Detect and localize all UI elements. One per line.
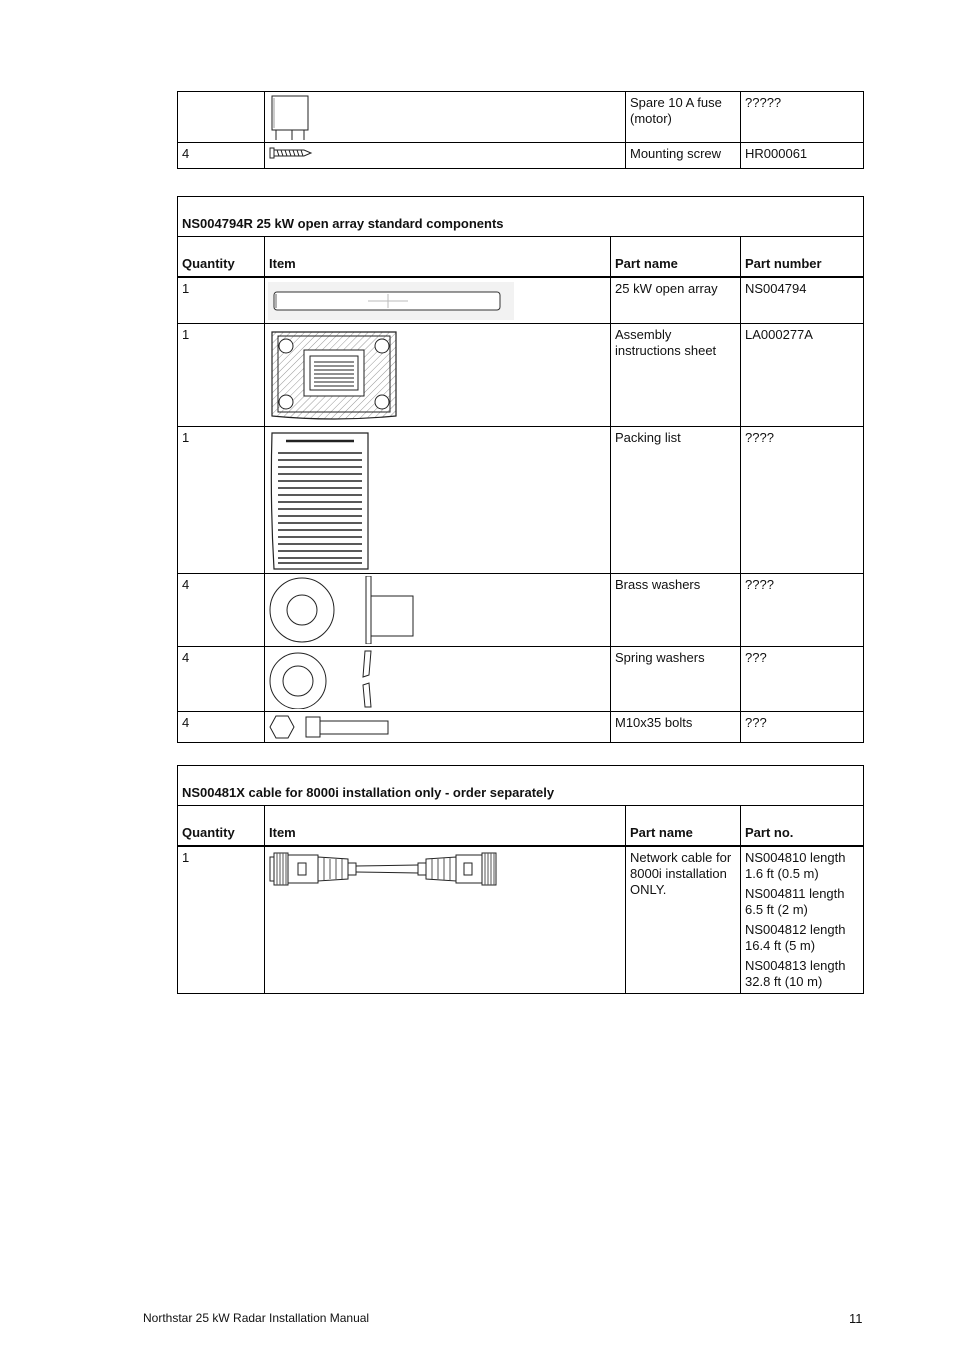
part-name-cell: Spring washers (611, 647, 741, 712)
table-row (178, 846, 864, 994)
part-number-cell: ??? (741, 712, 864, 743)
table-row (178, 92, 864, 143)
item-cell (265, 647, 611, 712)
standard-components-table (177, 196, 864, 743)
footer-page-number: 11 (849, 1311, 863, 1326)
part-number-cell (741, 846, 864, 994)
qty-cell: 4 (178, 574, 265, 647)
item-cell (265, 574, 611, 647)
part-number-line: NS004813 length 32.8 ft (10 m) (745, 957, 846, 989)
part-name-cell: Assembly instructions sheet (611, 324, 741, 427)
bolt-icon (268, 714, 392, 740)
part-name-cell: Brass washers (611, 574, 741, 647)
table-row (178, 324, 864, 427)
part-number-cell: NS004794 (741, 277, 864, 324)
header-quantity: Quantity (178, 806, 265, 846)
table-row (178, 143, 864, 169)
part-name-cell: Mounting screw (626, 143, 741, 169)
spring-washer-icon (268, 649, 388, 709)
part-name-cell: M10x35 bolts (611, 712, 741, 743)
header-part-number: Part number (741, 237, 864, 277)
table-title: NS004794R 25 kW open array standard components (178, 197, 864, 237)
screw-icon (268, 145, 314, 161)
part-number-cell: ??? (741, 647, 864, 712)
qty-cell: 1 (178, 277, 265, 324)
item-cell (265, 427, 611, 574)
part-name-cell: Packing list (611, 427, 741, 574)
item-cell (265, 846, 626, 994)
part-number-cell: LA000277A (741, 324, 864, 427)
item-cell (265, 92, 626, 143)
footer-manual-title: Northstar 25 kW Radar Installation Manual (143, 1311, 370, 1325)
table-row (178, 712, 864, 743)
table-row (178, 647, 864, 712)
item-cell (265, 277, 611, 324)
part-number-line: NS004812 length 16.4 ft (5 m) (745, 921, 846, 953)
header-part-number: Part no. (741, 806, 864, 846)
part-name-cell: Spare 10 A fuse (motor) (626, 92, 741, 143)
part-name-cell: Network cable for 8000i installation ONLY. (626, 846, 741, 994)
qty-cell: 4 (178, 712, 265, 743)
fuse-icon (268, 94, 312, 140)
part-name-cell: 25 kW open array (611, 277, 741, 324)
item-cell (265, 143, 626, 169)
qty-cell: 1 (178, 427, 265, 574)
network-cable-icon (268, 849, 500, 889)
packing-list-icon (268, 429, 372, 571)
table-row (178, 427, 864, 574)
part-number-line: NS004810 length 1.6 ft (0.5 m) (745, 849, 846, 881)
table-title: NS00481X cable for 8000i installation only - order separately (178, 766, 864, 806)
part-number-cell: ????? (741, 92, 864, 143)
qty-cell (178, 92, 265, 143)
header-quantity: Quantity (178, 237, 265, 277)
qty-cell: 4 (178, 647, 265, 712)
table-row (178, 574, 864, 647)
table-row (178, 277, 864, 324)
part-number-cell: ???? (741, 574, 864, 647)
item-cell (265, 324, 611, 427)
qty-cell: 4 (178, 143, 265, 169)
open-array-icon (268, 280, 514, 320)
part-number-cell: HR000061 (741, 143, 864, 169)
header-item: Item (265, 806, 626, 846)
instruction-sheet-icon (268, 326, 402, 422)
part-number-cell: ???? (741, 427, 864, 574)
header-item: Item (265, 237, 611, 277)
part-number-line: NS004811 length 6.5 ft (2 m) (745, 885, 845, 917)
header-part-name: Part name (611, 237, 741, 277)
qty-cell: 1 (178, 324, 265, 427)
item-cell (265, 712, 611, 743)
qty-cell: 1 (178, 846, 265, 994)
header-part-name: Part name (626, 806, 741, 846)
brass-washer-icon (268, 576, 418, 644)
parts-table-continued (177, 91, 864, 169)
cable-table (177, 765, 864, 994)
